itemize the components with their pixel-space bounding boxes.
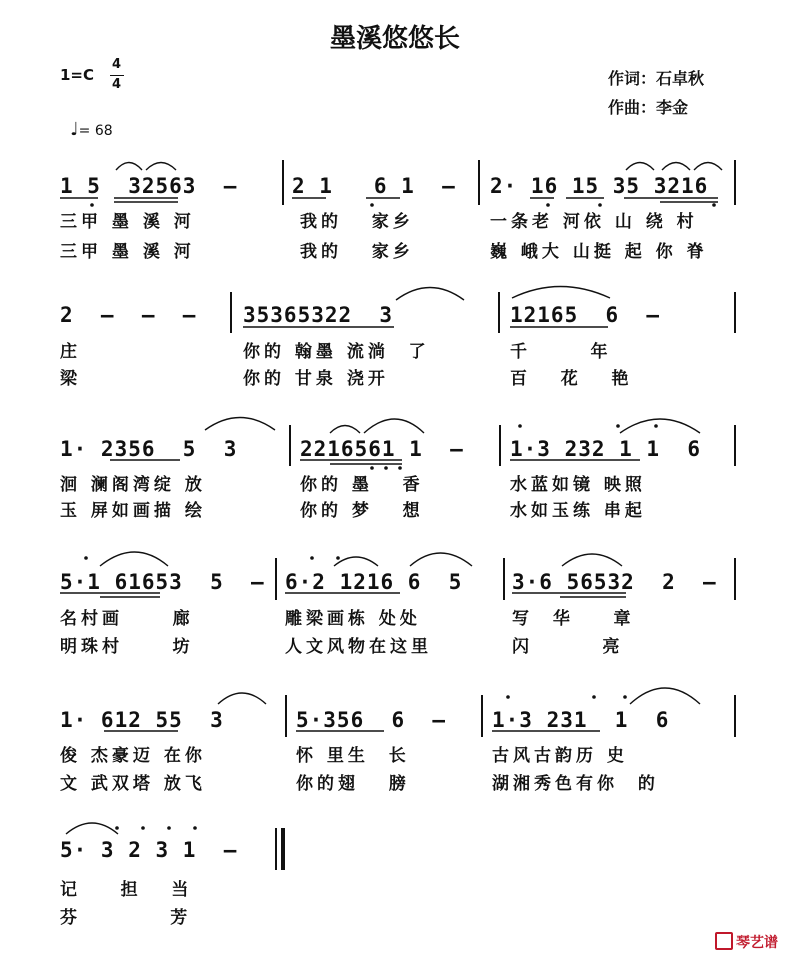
octave-dot — [546, 203, 550, 207]
quarter-note-icon: ♩ — [70, 119, 79, 140]
octave-dot — [141, 826, 145, 830]
octave-dot — [506, 695, 510, 699]
slur — [330, 426, 360, 434]
octave-dot — [193, 826, 197, 830]
time-signature-top: 4 — [112, 57, 122, 72]
slur — [100, 552, 168, 566]
lyric-1-1-v2: 三甲 墨 溪 河 — [60, 242, 195, 262]
key-signature: 1=C — [60, 66, 95, 84]
lyric-5-2-v2: 你的翅 膀 — [296, 774, 410, 794]
lyric-5-3-v2: 湖湘秀色有你 的 — [492, 774, 659, 794]
lyric-2-3-v1: 千 年 — [510, 342, 612, 362]
octave-dot — [592, 695, 596, 699]
lyric-2-2-v1: 你的 翰墨 流淌 了 — [243, 342, 430, 362]
slur — [218, 693, 266, 704]
tempo-marking: ♩= 68 — [70, 119, 113, 140]
measure-1-3: 2· 16 15 35 3216 — [490, 174, 709, 198]
slur — [66, 823, 118, 834]
lyric-2-1-v1: 庄 — [60, 342, 81, 362]
lyric-3-1-v1: 洄 澜阁湾绽 放 — [60, 475, 206, 495]
measure-2-3: 12165 6 – — [510, 303, 661, 327]
lyric-4-1-v1: 名村画 廊 — [60, 609, 194, 629]
lyric-3-3-v1: 水蓝如镜 映照 — [510, 475, 646, 495]
slur — [626, 163, 654, 171]
lyric-2-2-v2: 你的 甘泉 浇开 — [243, 369, 389, 389]
slur — [562, 554, 622, 566]
slur — [410, 553, 472, 566]
measure-3-3: 1·3 232 1 1 6 — [510, 437, 702, 461]
lyric-1-2-v2: 我的 家乡 — [300, 242, 414, 262]
measure-5-1: 1· 612 55 3 — [60, 708, 224, 732]
octave-dot — [310, 556, 314, 560]
lyric-6-1-v2: 芬 芳 — [60, 908, 192, 928]
lyric-4-1-v2: 明珠村 坊 — [60, 637, 194, 657]
slur — [334, 557, 378, 566]
measure-4-2: 6·2 1216 6 5 — [285, 570, 463, 594]
lyric-4-3-v1: 写 华 章 — [512, 609, 635, 629]
measure-2-2: 35365322 3 — [243, 303, 394, 327]
measure-1-2: 2 1 6 1 – — [292, 174, 456, 198]
lyric-2-3-v2: 百 花 艳 — [510, 369, 633, 389]
measure-6-1: 5· 3 2 3 1 – — [60, 838, 238, 862]
slur — [205, 418, 275, 431]
watermark-logo: 琴艺谱 — [705, 916, 778, 952]
octave-dot — [712, 203, 716, 207]
octave-dot — [598, 203, 602, 207]
slur — [620, 419, 700, 433]
lyric-5-1-v1: 俊 杰豪迈 在你 — [60, 746, 206, 766]
lyric-2-1-v2: 梁 — [60, 369, 81, 389]
lyric-1-2-v1: 我的 家乡 — [300, 212, 414, 232]
lyric-4-2-v1: 雕梁画栋 处处 — [285, 609, 421, 629]
lyric-5-1-v2: 文 武双塔 放飞 — [60, 774, 206, 794]
lyric-1-1-v1: 三甲 墨 溪 河 — [60, 212, 195, 232]
composer-credit: 作曲：李金 — [608, 98, 689, 117]
lyricist-credit: 作词：石卓秋 — [608, 69, 705, 88]
octave-dot — [370, 466, 374, 470]
time-signature-bottom: 4 — [112, 77, 122, 92]
measure-3-1: 1· 2356 5 3 — [60, 437, 238, 461]
lyric-4-2-v2: 人文风物在这里 — [285, 637, 432, 657]
octave-dot — [115, 826, 119, 830]
song-title: 墨溪悠悠长 — [329, 24, 460, 54]
octave-dot — [654, 424, 658, 428]
octave-dot — [616, 424, 620, 428]
lyric-3-2-v1: 你的 墨 香 — [300, 475, 424, 495]
slur — [364, 419, 424, 433]
slur — [630, 688, 700, 704]
measure-4-1: 5·1 61653 5 – — [60, 570, 265, 594]
octave-dot — [167, 826, 171, 830]
octave-dot — [384, 466, 388, 470]
lyric-4-3-v2: 闪 亮 — [512, 637, 624, 657]
slur — [146, 163, 176, 171]
logo-icon — [715, 932, 733, 950]
measure-2-1: 2 – – – — [60, 303, 197, 327]
octave-dot — [518, 424, 522, 428]
slur — [116, 163, 142, 171]
octave-dot — [84, 556, 88, 560]
measure-3-2: 2216561 1 – — [300, 437, 464, 461]
lyric-5-3-v1: 古风古韵历 史 — [492, 746, 628, 766]
octave-dot — [398, 466, 402, 470]
octave-dot — [90, 203, 94, 207]
measure-4-3: 3·6 56532 2 – — [512, 570, 717, 594]
slur — [396, 288, 464, 301]
slur — [694, 163, 722, 171]
slur — [662, 163, 690, 171]
lyric-3-2-v2: 你的 梦 想 — [300, 501, 424, 521]
lyric-1-3-v1: 一条老 河依 山 绕 村 — [490, 212, 698, 232]
octave-dot — [370, 203, 374, 207]
measure-1-1: 1 5 32563 – — [60, 174, 238, 198]
measure-5-3: 1·3 231 1 6 — [492, 708, 670, 732]
octave-dot — [336, 556, 340, 560]
slur — [512, 287, 610, 299]
octave-dot — [623, 695, 627, 699]
lyric-6-1-v1: 记 担 当 — [60, 880, 193, 900]
measure-5-2: 5·356 6 – — [296, 708, 447, 732]
lyric-3-1-v2: 玉 屏如画描 绘 — [60, 501, 206, 521]
lyric-5-2-v1: 怀 里生 长 — [296, 746, 410, 766]
lyric-3-3-v2: 水如玉练 串起 — [510, 501, 646, 521]
lyric-1-3-v2: 巍 峨大 山挺 起 你 脊 — [490, 242, 708, 262]
